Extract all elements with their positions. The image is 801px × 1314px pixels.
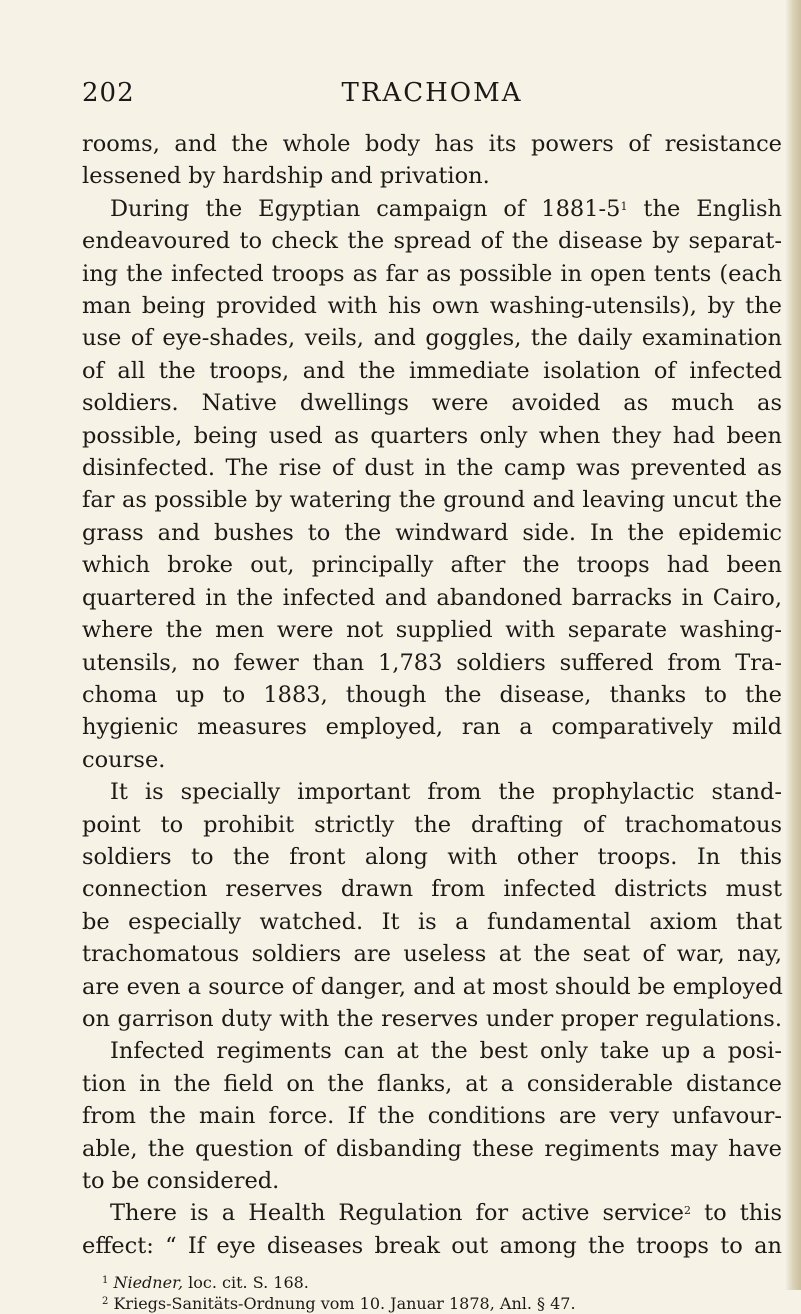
text-line: utensils, no fewer than 1,783 soldiers suffered from Tra- [82, 649, 782, 676]
page-header [82, 78, 782, 118]
body-text [82, 128, 782, 1262]
text-line: from the main force. If the conditions are very unfavour- [82, 1103, 782, 1130]
text-line: effect: “ If eye diseases break out among the troops to an [82, 1232, 782, 1259]
text-line: soldiers. Native dwellings were avoided as much as [82, 390, 782, 417]
text-line: disinfected. The rise of dust in the camp was prevented as [82, 455, 782, 482]
text-line: course. [82, 746, 166, 773]
page-edge-shadow [785, 0, 801, 1290]
footnote: $^1$ Niedner, loc. cit. S. 168. [102, 1273, 309, 1293]
text-line: connection reserves drawn from infected districts must [82, 876, 782, 903]
footnotes [82, 1272, 782, 1314]
text-line: endeavoured to check the spread of the disease by separat- [82, 228, 782, 255]
running-title: TRACHOMA [341, 78, 523, 108]
text-line: of all the troops, and the immediate isolation of infected [82, 357, 782, 384]
text-line: soldiers to the front along with other troops. In this [82, 843, 782, 870]
text-line: use of eye-shades, veils, and goggles, the daily examination [82, 325, 782, 352]
text-line: man being provided with his own washing-utensils), by the [82, 293, 782, 320]
text-line: quartered in the infected and abandoned barracks in Cairo, [82, 584, 782, 611]
footnote-ref: 2 [684, 1204, 691, 1218]
text-line: trachomatous soldiers are useless at the seat of war, nay, [82, 941, 782, 968]
text-line: rooms, and the whole body has its powers of resistance [82, 131, 782, 157]
text-line: far as possible by watering the ground and leaving uncut the [82, 487, 782, 514]
footnote: $^2$ Kriegs-Sanitäts-Ordnung vom 10. Januar 1878, Anl. § 47. [102, 1294, 576, 1314]
text-line: hygienic measures employed, ran a comparatively mild [82, 714, 782, 741]
text-line: able, the question of disbanding these regiments may have [82, 1135, 782, 1162]
text-line: point to prohibit strictly the drafting of trachomatous [82, 811, 782, 838]
text-line: be especially watched. It is a fundamental axiom that [82, 908, 782, 935]
text-line: possible, being used as quarters only when they had been [82, 422, 782, 449]
text-line: to be considered. [82, 1168, 280, 1194]
text-line: on garrison duty with the reserves under proper regulations. [82, 1005, 782, 1032]
book-page [82, 78, 782, 1314]
text-line: It is specially important from the prophylactic stand- [110, 779, 782, 806]
text-line: grass and bushes to the windward side. In the epidemic [82, 519, 782, 546]
footnote-ref: 1 [620, 199, 628, 213]
text-line: ing the infected troops as far as possible in open tents (each [82, 260, 782, 287]
text-line: tion in the field on the flanks, at a considerable distance [82, 1070, 782, 1097]
text-line: lessened by hardship and privation. [82, 163, 490, 190]
text-line: During the Egyptian campaign of $1881-5^1$ the English [110, 195, 782, 222]
page-number: 202 [82, 78, 135, 108]
text-line: Infected regiments can at the best only take up a posi- [110, 1038, 782, 1065]
text-line: which broke out, principally after the troops had been [82, 552, 782, 579]
text-line: choma up to 1883, though the disease, thanks to the [82, 681, 782, 708]
text-line: are even a source of danger, and at most should be employed [82, 973, 783, 1000]
text-line: There is a Health Regulation for active service$^2$ to this [110, 1200, 783, 1227]
footnote-author: Niedner, [113, 1273, 184, 1293]
text-line: where the men were not supplied with separate washing- [82, 617, 782, 644]
